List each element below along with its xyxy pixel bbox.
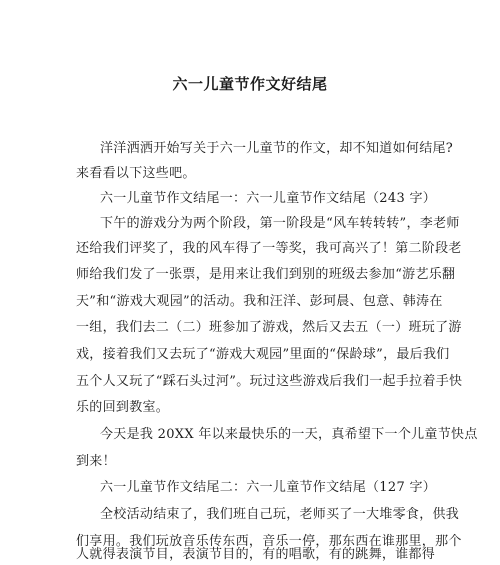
truncated-line-container [0, 547, 500, 565]
section-heading: 六一儿童节作文结尾二：六一儿童节作文结尾（127 字） [100, 480, 437, 495]
paragraph-line: 人就得表演节目，表演节目的，有的唱歌，有的跳舞，谁都得 [76, 547, 436, 562]
paragraph-line: 今天是我 20XX 年以来最快乐的一天，真希望下一个儿童节快点 [100, 427, 478, 442]
paragraph-line: 戏，接着我们又去玩了“游戏大观园”里面的“保龄球”，最后我们 [76, 347, 450, 362]
paragraph-line: 一组，我们去二（二）班参加了游戏，然后又去五（一）班玩了游 [76, 320, 462, 335]
paragraph-line: 还给我们评奖了，我的风车得了一等奖，我可高兴了！第二阶段老 [76, 241, 462, 256]
paragraph-line: 乐的回到教室。 [76, 400, 170, 415]
paragraph-line: 来看看以下这些吧。 [76, 166, 196, 181]
paragraph-line: 五个人又玩了“踩石头过河”。玩过这些游戏后我们一起手拉着手快 [76, 374, 463, 389]
paragraph-line: 洋洋洒洒开始写关于六一儿童节的作文，却不知道如何结尾? [100, 141, 454, 156]
paragraph-line: 到来！ [76, 454, 116, 469]
paragraph-line: 全校活动结束了，我们班自己玩，老师买了一大堆零食，供我 [100, 507, 460, 522]
paragraph-line: 下午的游戏分为两个阶段，第一阶段是“风车转转转”，李老师 [100, 216, 460, 231]
section-heading: 六一儿童节作文结尾一：六一儿童节作文结尾（243 字） [100, 191, 437, 206]
paragraph-line: 们享用。我们玩放音乐传东西，音乐一停，那东西在谁那里，那个 [76, 534, 462, 549]
document-title: 六一儿童节作文好结尾 [172, 75, 328, 93]
paragraph-line: 天”和“游戏大观园”的活动。我和汪洋、彭珂晨、包意、韩涛在 [76, 294, 443, 309]
paragraph-line: 师给我们发了一张票，是用来让我们到别的班级去参加“游艺乐翻 [76, 267, 456, 282]
